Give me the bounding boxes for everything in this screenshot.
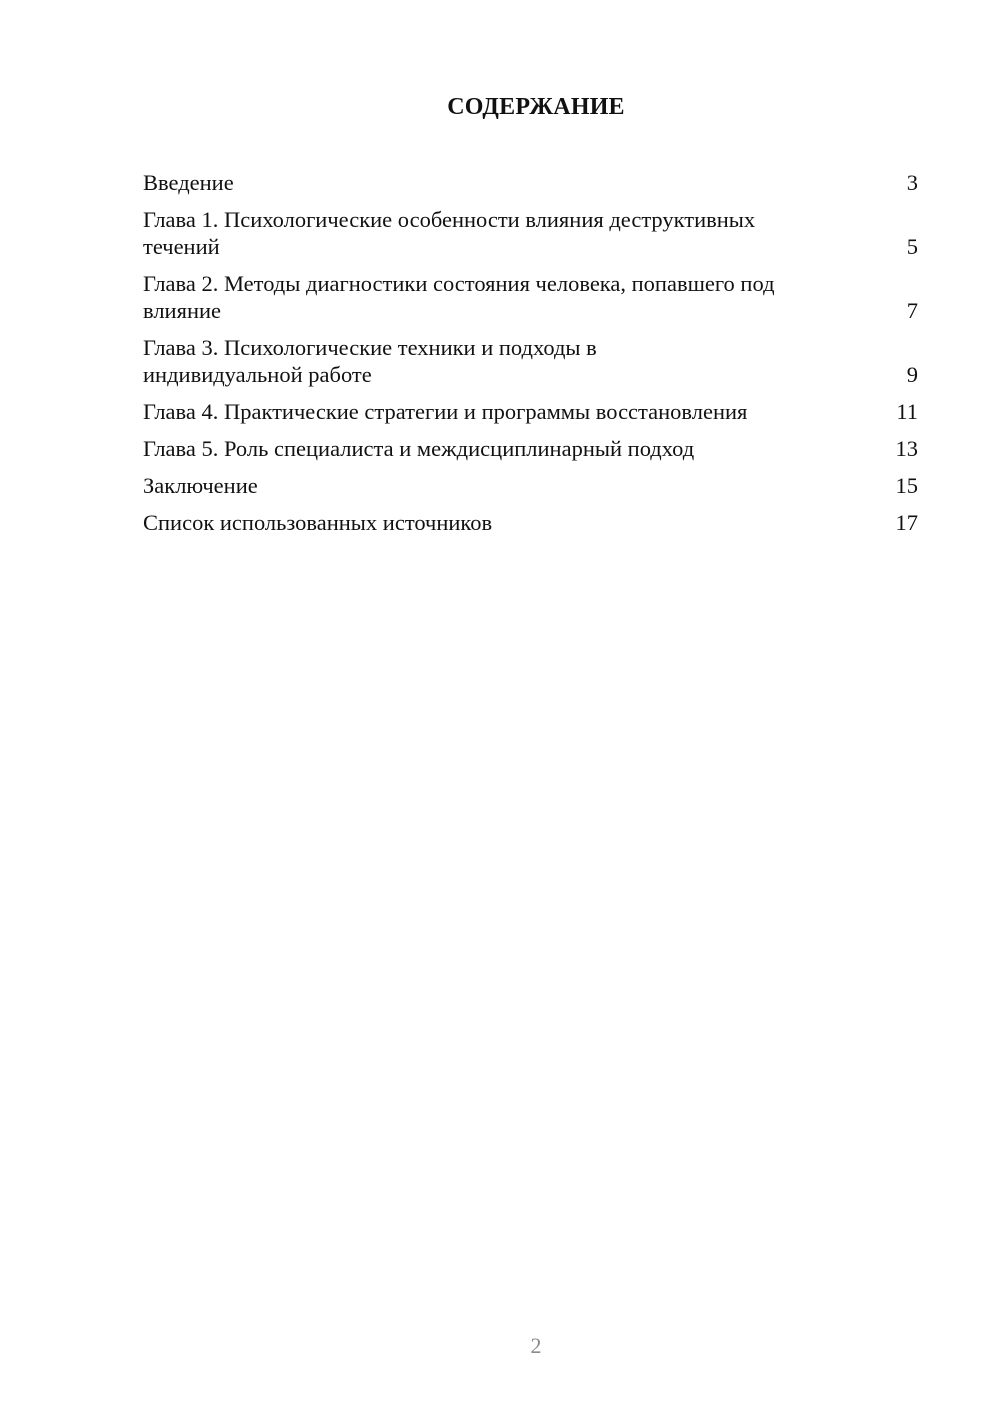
- toc-entry-chapter-4: [143, 398, 918, 425]
- toc-entry-page: 5: [906, 234, 918, 259]
- page-title: СОДЕРЖАНИЕ: [447, 94, 625, 120]
- toc-entry-page: 13: [895, 436, 918, 461]
- toc-entry-text: Глава 2. Методы диагностики состояния человека, попавшего под влияние: [143, 271, 775, 323]
- toc-entry-page: 15: [895, 473, 918, 498]
- toc-entry-text: Глава 4. Практические стратегии и программы восстановления: [143, 399, 748, 424]
- toc-entry-text: Введение: [143, 170, 234, 195]
- toc-entry-page: 7: [906, 298, 918, 323]
- toc-entry-references: [143, 509, 918, 536]
- toc-entry-text: Заключение: [143, 473, 258, 498]
- toc-entry-text: Глава 1. Психологические особенности влияния деструктивных течений: [143, 207, 756, 259]
- toc-entry-page: 3: [906, 170, 918, 195]
- toc-entry-chapter-5: [143, 435, 918, 462]
- toc-entry-introduction: [143, 169, 918, 196]
- toc-entry-text: Глава 3. Психологические техники и подходы в индивидуальной работе: [143, 335, 597, 387]
- toc-entry-text: Список использованных источников: [143, 510, 493, 535]
- toc-entry-page: 11: [896, 399, 918, 424]
- toc-entry-page: 9: [906, 362, 918, 387]
- page-number: 2: [530, 1333, 542, 1358]
- toc-entry-chapter-1: [143, 206, 918, 260]
- toc-entry-chapter-2: [143, 270, 918, 324]
- toc-entry-text: Глава 5. Роль специалиста и междисциплинарный подход: [143, 436, 695, 461]
- toc-entry-conclusion: [143, 472, 918, 499]
- toc-entry-chapter-3: [143, 334, 918, 388]
- toc-entry-page: 17: [895, 510, 918, 535]
- table-of-contents: [143, 169, 918, 546]
